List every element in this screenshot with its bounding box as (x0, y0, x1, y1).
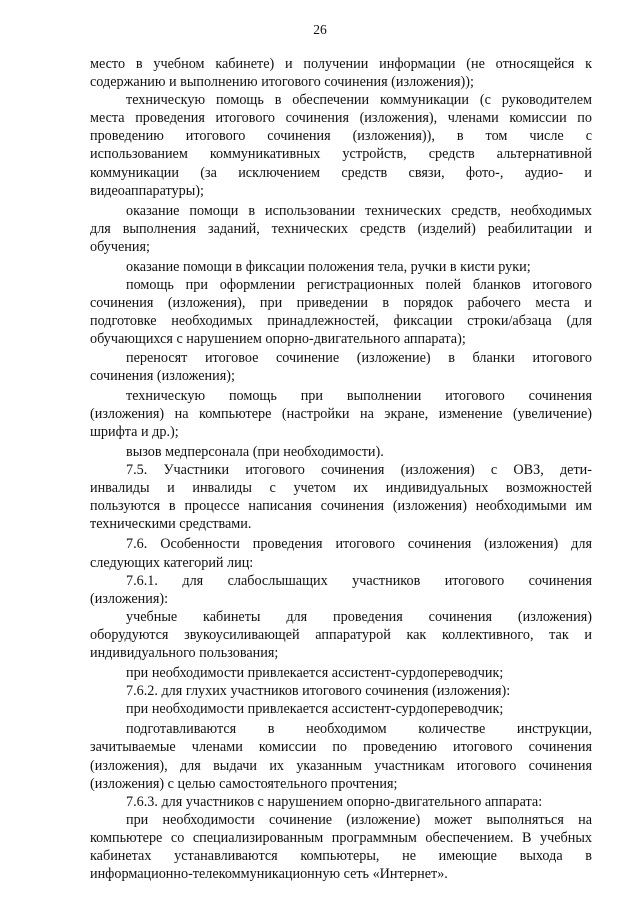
text-line: сочинения (изложения), при приведении в порядок рабочего места и (90, 295, 592, 312)
text-line: следующих категорий лиц: (90, 554, 254, 571)
text-line: помощь при оформлении регистрационных полей бланков итогового (126, 277, 592, 294)
text-line: (изложения): (90, 590, 169, 607)
text-line: содержанию и выполнению итогового сочинения (изложения)); (90, 74, 474, 91)
text-line: при необходимости привлекается ассистент-сурдопереводчик; (126, 665, 504, 682)
text-line: для выполнения заданий, технических средств (изделий) реабилитации и (90, 220, 592, 237)
text-line: компьютере со специализированным программным обеспечением. В учебных (90, 829, 592, 846)
text-line: места проведения итогового сочинения (изложения), членами комиссии по (90, 110, 592, 127)
text-line: 7.5. Участники итогового сочинения (изложения) с ОВЗ, дети- (126, 462, 592, 479)
text-line: учебные кабинеты для проведения сочинения (изложения) (126, 608, 592, 625)
text-line: подготовке необходимых принадлежностей, фиксации строки/абзаца (для (90, 313, 592, 330)
text-line: 7.6.3. для участников с нарушением опорно-двигательного аппарата: (126, 793, 543, 810)
text-line: шрифта и др.); (90, 423, 179, 440)
text-line: место в учебном кабинете) и получении информации (не относящейся к (90, 56, 592, 72)
text-line: (изложения) на компьютере (настройки на экране, изменение (увеличение) (90, 405, 592, 422)
text-line: (изложения) с целью самостоятельного прочтения; (90, 775, 398, 792)
text-line: переносят итоговое сочинение (изложение) в бланки итогового (126, 349, 592, 366)
text-line: оказание помощи в использовании технических средств, необходимых (126, 202, 592, 219)
text-line: техническую помощь в обеспечении коммуникации (с руководителем (126, 92, 592, 109)
text-line: (изложения), для выдачи их указанным участникам итогового сочинения (90, 757, 592, 774)
text-line: кабинетах устанавливаются компьютеры, не имеющие выхода в (90, 848, 592, 865)
page-number: 26 (313, 22, 327, 37)
text-line: техническими средствами. (90, 516, 252, 533)
text-line: оказание помощи в фиксации положения тела, ручки в кисти руки; (126, 259, 531, 276)
text-line: использованием коммуникативных устройств, средств альтернативной (90, 146, 592, 163)
text-line: оборудуются звукоусиливающей аппаратурой как коллективного, так и (90, 626, 592, 643)
text-line: проведению итогового сочинения (изложения)), в том числе с (90, 128, 592, 145)
text-line: подготавливаются в необходимом количестве инструкции, (126, 721, 592, 738)
text-line: зачитываемые членами комиссии по проведению итогового сочинения (90, 739, 592, 756)
text-line: индивидуального пользования; (90, 645, 279, 661)
text-line: 7.6.1. для слабослышащих участников итогового сочинения (126, 572, 592, 589)
text-line: 7.6.2. для глухих участников итогового сочинения (изложения): (126, 683, 511, 700)
text-line: обучающихся с нарушением опорно-двигательного аппарата); (90, 331, 466, 348)
text-line: техническую помощь при выполнении итогового сочинения (126, 387, 592, 404)
document-body (90, 55, 592, 883)
text-line: видеоаппаратуры); (90, 182, 204, 199)
text-line: при необходимости сочинение (изложение) может выполняться на (126, 811, 592, 828)
text-line: при необходимости привлекается ассистент-сурдопереводчик; (126, 701, 504, 718)
text-line: 7.6. Особенности проведения итогового сочинения (изложения) для (126, 536, 592, 553)
text-line: инвалиды и инвалиды с учетом их индивидуальных возможностей (90, 480, 592, 497)
text-line: вызов медперсонала (при необходимости). (126, 443, 384, 460)
text-line: коммуникации (за исключением средств связи, фото-, аудио- и (90, 164, 592, 181)
text-line: информационно-телекоммуникационную сеть «Интернет». (90, 866, 448, 883)
text-line: обучения; (90, 238, 150, 255)
text-line: пользуются в процессе написания сочинения (изложения) необходимыми им (90, 498, 592, 515)
text-line: сочинения (изложения); (90, 367, 235, 384)
